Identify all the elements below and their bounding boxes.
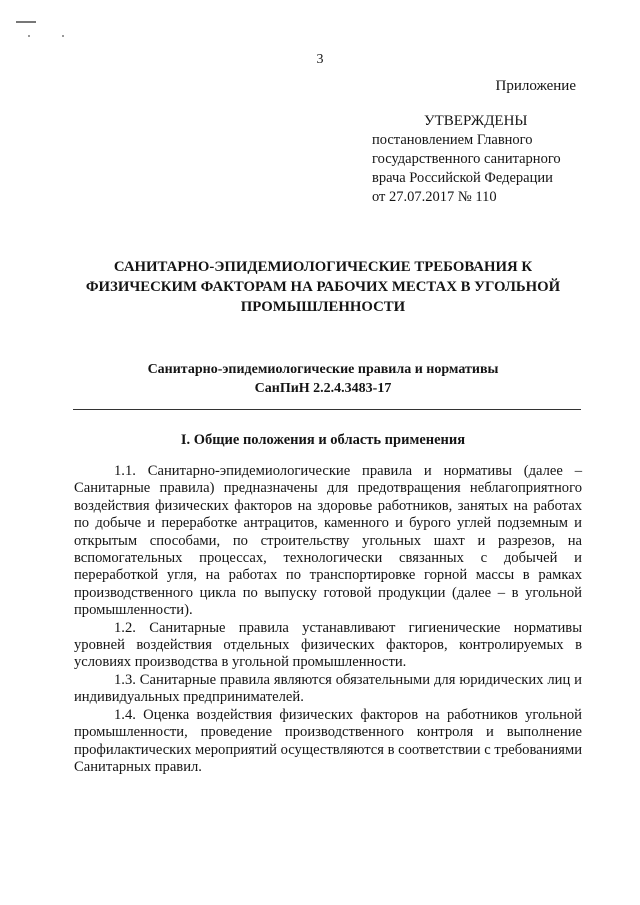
- approval-line: постановлением Главного: [372, 132, 533, 148]
- horizontal-divider: [73, 409, 581, 410]
- approval-heading: УТВЕРЖДЕНЫ: [424, 113, 528, 129]
- section-heading: I. Общие положения и область применения: [180, 432, 466, 448]
- approval-line: государственного санитарного: [372, 151, 561, 167]
- approval-block: [372, 112, 592, 207]
- scan-artifact-dot: [62, 35, 64, 37]
- appendix-label: Приложение: [495, 78, 576, 94]
- paragraph: 1.4. Оценка воздействия физических факторов на работников угольной промышленности, проведение производственного контроля и выполнение профилактических мероприятий осуществляются в соответствии с требованиями Санитарных правил.: [74, 706, 582, 775]
- scan-artifact-mark: [16, 21, 36, 23]
- title-line: ПРОМЫШЛЕННОСТИ: [240, 299, 406, 315]
- approval-line: врача Российской Федерации: [372, 170, 553, 186]
- page-number: 3: [316, 52, 324, 67]
- subtitle-line: Санитарно-эпидемиологические правила и нормативы: [147, 362, 499, 377]
- paragraph: 1.1. Санитарно-эпидемиологические правила и нормативы (далее – Санитарные правила) предназначены для предотвращения неблагоприятного воздействия физических факторов на здоровье работников, занятых на работах по добыче и переработке антрацитов, каменного и бурого углей подземным и открытым способами, по строительству угольных шахт и разрезов, на вспомогательных процессах, технологически связанных с добычей и переработкой угля, на работах по транспортировке горной массы в рамках производственного цикла по выпуску готовой продукции (далее – в угольной промышленности).: [74, 463, 582, 619]
- approval-date-line: от 27.07.2017 № 110: [372, 189, 497, 205]
- title-line: ФИЗИЧЕСКИМ ФАКТОРАМ НА РАБОЧИХ МЕСТАХ В УГОЛЬНОЙ: [85, 279, 561, 295]
- scan-artifact-dot: [28, 35, 30, 37]
- regulation-code: СанПиН 2.2.4.3483-17: [254, 381, 392, 396]
- document-title: [78, 257, 568, 317]
- document-subtitle: [78, 360, 568, 398]
- section-body: [74, 463, 582, 776]
- paragraph: 1.2. Санитарные правила устанавливают гигиенические нормативы уровней воздействия отдельных физических факторов, контролируемых в условиях производства в угольной промышленности.: [74, 619, 582, 671]
- paragraph: 1.3. Санитарные правила являются обязательными для юридических лиц и индивидуальных предпринимателей.: [74, 671, 582, 706]
- title-line: САНИТАРНО-ЭПИДЕМИОЛОГИЧЕСКИЕ ТРЕБОВАНИЯ К: [113, 259, 533, 275]
